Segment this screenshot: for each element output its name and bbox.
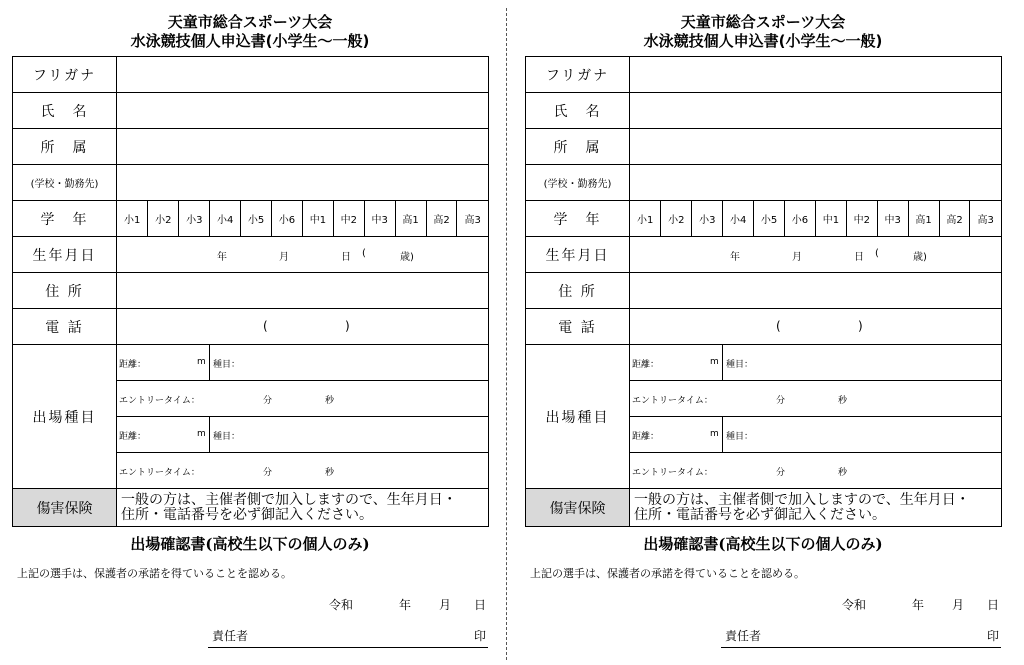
insurance-note-line-2: 住所・電話番号を必ず御記入ください。 [121,506,373,523]
seconds-unit: 秒 [838,468,848,478]
affiliation-field[interactable] [630,129,1002,165]
grade-option[interactable]: 小5 [754,201,785,236]
phone-paren-close: ) [345,319,350,333]
name-field[interactable] [630,93,1002,129]
phone-paren-open: ( [776,319,781,333]
grade-option[interactable]: 高2 [939,201,970,236]
address-field[interactable] [630,273,1002,309]
application-form-left [12,0,488,665]
affiliation-sub-label: (学校・勤務先) [526,165,630,201]
signature-line [208,647,488,648]
form-subtitle: 水泳競技個人申込書(小学生～一般) [643,32,883,50]
grade-option[interactable]: 高3 [457,201,488,236]
age-paren-open: ( [362,248,366,259]
meter-unit: m [197,357,206,367]
date-day: 日 [474,598,487,612]
affiliation-sub-field[interactable] [117,165,489,201]
grade-option[interactable]: 小2 [148,201,179,236]
insurance-note-line-1: 一般の方は、主催者側で加入しますので、生年月日・ [634,491,970,508]
seal-mark: 印 [474,629,487,643]
day-unit: 日 [854,252,864,263]
seconds-unit: 秒 [325,396,335,406]
seal-mark: 印 [987,629,1000,643]
grade-option[interactable]: 中1 [302,201,333,236]
application-form-right [525,0,1001,665]
entry-time-label: エントリータイム： [119,468,200,478]
birthdate-label: 生年月日 [526,237,630,273]
address-field[interactable] [117,273,489,309]
age-unit: 歳) [913,252,927,263]
distance-label: 距離： [632,432,660,442]
minutes-unit: 分 [776,396,786,406]
phone-field[interactable] [630,309,1002,345]
grade-option[interactable]: 中1 [815,201,846,236]
form-title: 天童市総合スポーツ大会 [680,13,846,31]
event-2-field[interactable] [630,417,1002,453]
signer-label: 責任者 [725,629,762,643]
grade-option[interactable]: 中2 [333,201,364,236]
grade-option[interactable]: 小6 [272,201,303,236]
phone-paren-close: ) [858,319,863,333]
event-name-label: 種目： [726,432,754,442]
grade-option[interactable]: 小3 [179,201,210,236]
grade-option[interactable]: 小1 [124,215,141,226]
grade-option[interactable]: 小2 [661,201,692,236]
meter-unit: m [710,429,719,439]
seconds-unit: 秒 [325,468,335,478]
date-era: 令和 [842,598,867,612]
application-table [12,56,489,527]
furigana-label: フリガナ [526,57,630,93]
application-table [525,56,1002,527]
grade-options [117,201,489,237]
grade-option[interactable]: 小6 [785,201,816,236]
name-label: 氏 名 [526,93,630,129]
form-subtitle: 水泳競技個人申込書(小学生～一般) [130,32,370,50]
date-era: 令和 [329,598,354,612]
phone-label: 電 話 [526,309,630,345]
insurance-note [117,489,489,527]
grade-option[interactable]: 小1 [637,215,654,226]
grade-option[interactable]: 中3 [364,201,395,236]
address-label: 住 所 [13,273,117,309]
date-month: 月 [439,598,452,612]
age-unit: 歳) [400,252,414,263]
minutes-unit: 分 [263,396,273,406]
grade-option[interactable]: 高1 [395,201,426,236]
entry-time-label: エントリータイム： [632,396,713,406]
confirmation-statement: 上記の選手は、保護者の承諾を得ていることを認める。 [530,567,805,580]
year-unit: 年 [217,252,227,263]
grade-label: 学 年 [13,201,117,237]
insurance-label: 傷害保険 [526,489,630,527]
meter-unit: m [197,429,206,439]
address-label: 住 所 [526,273,630,309]
entry-time-1-field[interactable] [630,381,1002,417]
cut-line-divider [506,8,507,660]
grade-option[interactable]: 中2 [846,201,877,236]
date-year: 年 [399,598,412,612]
grade-option[interactable]: 小5 [241,201,272,236]
month-unit: 月 [279,252,289,263]
birthdate-field[interactable] [117,237,489,273]
insurance-note [630,489,1002,527]
date-year: 年 [912,598,925,612]
phone-label: 電 話 [13,309,117,345]
event-name-label: 種目： [726,360,754,370]
distance-label: 距離： [632,360,660,370]
entry-time-2-field[interactable] [630,453,1002,489]
age-paren-open: ( [875,248,879,259]
entry-time-1-field[interactable] [117,381,489,417]
name-field[interactable] [117,93,489,129]
phone-paren-open: ( [263,319,268,333]
grade-options [630,201,1002,237]
entry-time-2-field[interactable] [117,453,489,489]
insurance-label: 傷害保険 [13,489,117,527]
grade-option[interactable]: 高3 [970,201,1001,236]
name-label: 氏 名 [13,93,117,129]
grade-option[interactable]: 小4 [210,201,241,236]
event-name-label: 種目： [213,360,241,370]
entry-time-label: エントリータイム： [119,396,200,406]
events-label: 出場種目 [526,345,630,489]
insurance-note-line-2: 住所・電話番号を必ず御記入ください。 [634,506,886,523]
event-name-label: 種目： [213,432,241,442]
affiliation-sub-label: (学校・勤務先) [13,165,117,201]
signature-line [721,647,1001,648]
event-2-field[interactable] [117,417,489,453]
entry-time-label: エントリータイム： [632,468,713,478]
confirmation-statement: 上記の選手は、保護者の承諾を得ていることを認める。 [17,567,292,580]
furigana-label: フリガナ [13,57,117,93]
confirmation-title: 出場確認書(高校生以下の個人のみ) [643,535,883,553]
affiliation-field[interactable] [117,129,489,165]
distance-label: 距離： [119,432,147,442]
insurance-note-line-1: 一般の方は、主催者側で加入しますので、生年月日・ [121,491,457,508]
event-1-field[interactable] [630,345,1002,381]
month-unit: 月 [792,252,802,263]
minutes-unit: 分 [776,468,786,478]
confirmation-title: 出場確認書(高校生以下の個人のみ) [130,535,370,553]
furigana-field[interactable] [630,57,1002,93]
events-label: 出場種目 [13,345,117,489]
date-month: 月 [952,598,965,612]
phone-field[interactable] [117,309,489,345]
grade-option[interactable]: 高1 [908,201,939,236]
distance-label: 距離： [119,360,147,370]
grade-option[interactable]: 小4 [723,201,754,236]
birthdate-label: 生年月日 [13,237,117,273]
event-1-field[interactable] [117,345,489,381]
affiliation-label: 所 属 [526,129,630,165]
date-day: 日 [987,598,1000,612]
affiliation-label: 所 属 [13,129,117,165]
furigana-field[interactable] [117,57,489,93]
grade-option[interactable]: 小3 [692,201,723,236]
day-unit: 日 [341,252,351,263]
birthdate-field[interactable] [630,237,1002,273]
signer-label: 責任者 [212,629,249,643]
grade-label: 学 年 [526,201,630,237]
grade-option[interactable]: 中3 [877,201,908,236]
form-title: 天童市総合スポーツ大会 [167,13,333,31]
year-unit: 年 [730,252,740,263]
minutes-unit: 分 [263,468,273,478]
seconds-unit: 秒 [838,396,848,406]
meter-unit: m [710,357,719,367]
grade-option[interactable]: 高2 [426,201,457,236]
affiliation-sub-field[interactable] [630,165,1002,201]
